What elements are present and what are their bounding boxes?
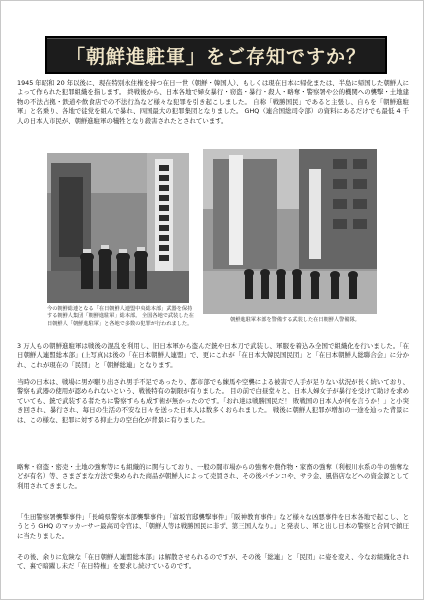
photo-guards — [203, 149, 377, 314]
photo-guards-image — [203, 149, 377, 314]
paragraph-aftermath: その後、余りに危険な「在日朝鮮人連盟総本部」は解散させられるのですが、その後「総連」と「民団」に姿を変え、今なお組織化されて、裏で暗躍し未だ「在日特権」を要求し続けているのです。 — [17, 553, 409, 571]
paragraph-armed-groups: 3 万人もの朝鮮進駐軍は戦後の混乱を利用し、旧日本軍から盗んだ銃や日本刀で武装し、軍服を着込み全国で組織化を行いました。「在日朝鮮人連盟総本部」(上写真)は後の「在日本朝鮮人連盟」で、更にこれが「在日本大韓民国民団」と「在日本朝鮮人総聯合会」に分かれ、これが現在の「民団」と「朝鮮総連」となります。 — [17, 342, 409, 369]
paragraph-looting: 略奪・窃盗・密売・土地の強奪等にも組織的に関与しており、一般の闇市場からの強奪や農作物・家畜の強奪（利根川水系の牛の強奪などが有名）等、さまざまな方法で集められた商品が朝鮮人によって売買され、その後パチンコや、サラ金、風俗店などへの資金源として利用されてきました。 — [17, 463, 409, 490]
paragraph-postwar-situation: 当時の日本は、戦場に男が駆り出され男手不足であったり、都市部でも練馬や空襲による被害で人手が足りない状況が長く続いており、警察も武器の使用が認められないという、戦後特有の制限が有りました。 目の前で白昼堂々と、日本人婦女子が暴行を受けて助けを求めていても、銃で武装する者たちに警察すらも成す術が無かったのです。「おれ達は戦勝国民だ！ 敗戦国の日本人が何を言うか！」と小突き回され、暴行され、毎日の生活の不安な日々を送った日本人は数多くおられました。 戦後に朝鮮人犯罪が増加の一途を辿った背景には、この様な、犯罪に対する抑止力の空白化が背景に有りました。 — [17, 378, 409, 424]
photo-union-headquarters — [47, 153, 189, 303]
page-title: 「朝鮮進駐軍」をご存知ですか？ — [65, 45, 366, 68]
photo-right-caption: 朝鮮進駐軍本部を警備する武装した在日朝鮮人警備隊。 — [230, 317, 360, 323]
intro-paragraph: 1945 年昭和 20 年以後に、現在特別永住権を持つ在日一世（朝鮮・韓国人）、もしくは現在日本に帰化または、半島に帰国した朝鮮人によって作られた犯罪組織を指します。 終戦後から、日本各地で婦女暴行・窃盗・暴行・殺人・略奪・警察署や公的機関への襲撃・土地建物の不法占拠・鉄道や飲食店での不法行為など様々な犯罪を引き起こしました。 自称「戦勝国民」であると主張し、自らを「朝鮮進駐軍」と名乗り、各地で徒党を組んで暴れ、四国最大の犯罪集団となりました。 GHQ（連合国総司令部）の資料にあるだけでも最低 4 千人の日本人市民が、朝鮮進駐軍の犠牲となり殺害されたとされています。 — [17, 79, 409, 125]
paragraph-incidents: 「生田警察署襲撃事件」「長崎県警察本部襲撃事件」「富坂官邸襲撃事件」「阪神教育事件」など様々な凶悪事件を日本各地で起こし、とうとう GHQ のマッカーサー最高司令官は、「朝鮮人等は戦勝国民に非ず、第三国人なり。」と発表し、軍と出し日本の警察と合同で鎮圧に当たりました。 — [17, 513, 409, 540]
title-banner — [45, 36, 387, 74]
photo-union-headquarters-image — [47, 153, 189, 303]
photo-left-caption: 今の朝鮮総連となる「在日朝鮮人連盟中央総本部」武器を保持する朝鮮人集団「朝鮮進駐軍」総本部。 全国各地で武装した在日朝鮮人「朝鮮進駐軍」と各地で多数の犯罪が行われました。 — [47, 306, 194, 327]
